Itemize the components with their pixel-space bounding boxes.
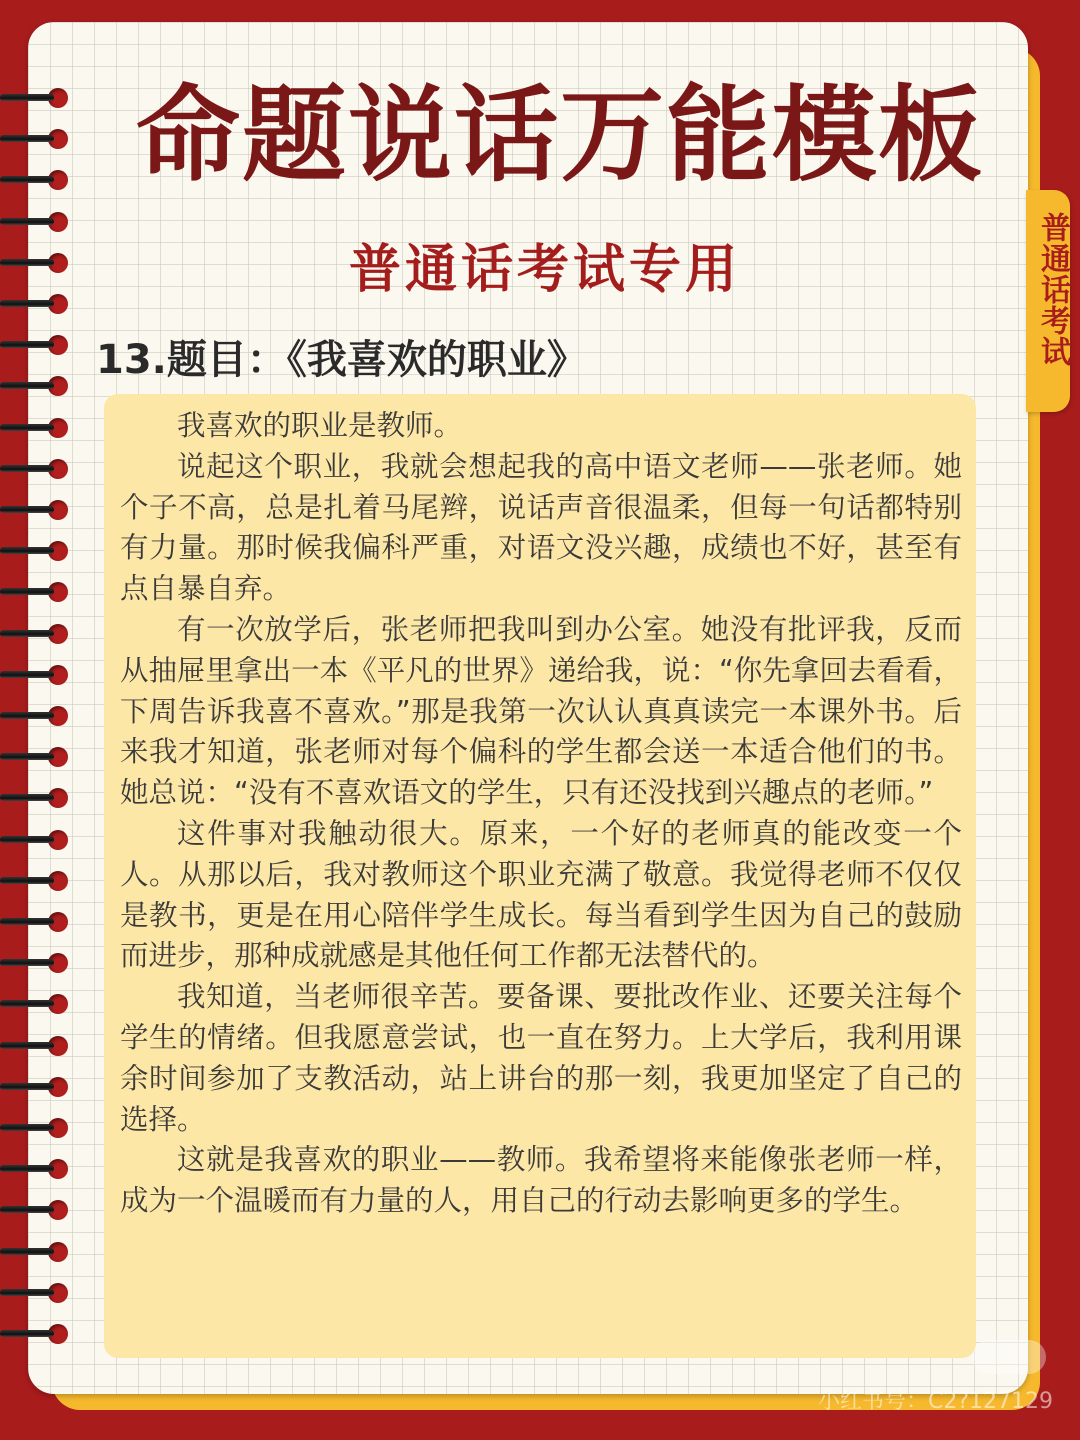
spiral-ring [0,1283,72,1303]
essay-paragraph: 说起这个职业，我就会想起我的高中语文老师——张老师。她个子不高，总是扎着马尾辫，说话声音很温柔，但每一句话都特别有力量。那时候我偏科严重，对语文没兴趣，成绩也不好，甚至有点自暴自弃。 [120,449,962,606]
spiral-ring [0,706,72,726]
spiral-ring [0,1200,72,1220]
spiral-ring [0,582,72,602]
spiral-ring [0,500,72,520]
spiral-ring [0,747,72,767]
essay-paragraph: 这件事对我触动很大。原来，一个好的老师真的能改变一个人。从那以后，我对教师这个职业充满了敬意。我觉得老师不仅仅是教书，更是在用心陪伴学生成长。每当看到学生因为自己的鼓励而进步，那种成就感是其他任何工作都无法替代的。 [120,816,962,973]
spiral-ring [0,88,72,108]
topic-heading: 13.题目：《我喜欢的职业》 [96,337,587,383]
spiral-ring [0,1242,72,1262]
spiral-ring [0,1036,72,1056]
spiral-ring [0,624,72,644]
spiral-ring [0,1324,72,1344]
watermark: 小红书号：C2?127129 [818,1389,1054,1414]
essay-paragraph: 这就是我喜欢的职业——教师。我希望将来能像张老师一样，成为一个温暖而有力量的人，用自己的行动去影响更多的学生。 [120,1143,962,1218]
spiral-ring [0,1077,72,1097]
essay-box [104,394,976,1358]
watermark-logo [972,1340,1046,1374]
spiral-ring [0,912,72,932]
spiral-ring [0,376,72,396]
spiral-ring [0,170,72,190]
spiral-ring [0,541,72,561]
spiral-ring [0,459,72,479]
side-tab [1026,190,1070,412]
side-tab-label: 普通话考试 [1035,212,1070,367]
essay-paragraph: 我喜欢的职业是教师。 [177,409,463,442]
spiral-ring [0,335,72,355]
spiral-ring [0,294,72,314]
spiral-ring [0,129,72,149]
spiral-ring [0,253,72,273]
spiral-ring [0,994,72,1014]
page-subtitle: 普通话考试专用 [348,240,741,300]
spiral-ring [0,788,72,808]
spiral-ring [0,953,72,973]
spiral-ring [0,212,72,232]
spiral-binding [0,88,80,1348]
spiral-ring [0,830,72,850]
spiral-ring [0,1159,72,1179]
spiral-ring [0,665,72,685]
spiral-ring [0,418,72,438]
essay-paragraph: 我知道，当老师很辛苦。要备课、要批改作业、还要关注每个学生的情绪。但我愿意尝试，也一直在努力。上大学后，我利用课余时间参加了支教活动，站上讲台的那一刻，我更加坚定了自己的选择。 [120,980,962,1136]
spiral-ring [0,1118,72,1138]
page-title: 命题说话万能模板 [135,73,984,196]
essay-text [120,406,962,1222]
spiral-ring [0,871,72,891]
essay-paragraph: 有一次放学后，张老师把我叫到办公室。她没有批评我，反而从抽屉里拿出一本《平凡的世界》递给我，说：“你先拿回去看看，下周告诉我喜不喜欢。”那是我第一次认认真真读完一本课外书。后来我才知道，张老师对每个偏科的学生都会送一本适合他们的书。她总说：“没有不喜欢语文的学生，只有还没找到兴趣点的老师。” [120,612,962,810]
